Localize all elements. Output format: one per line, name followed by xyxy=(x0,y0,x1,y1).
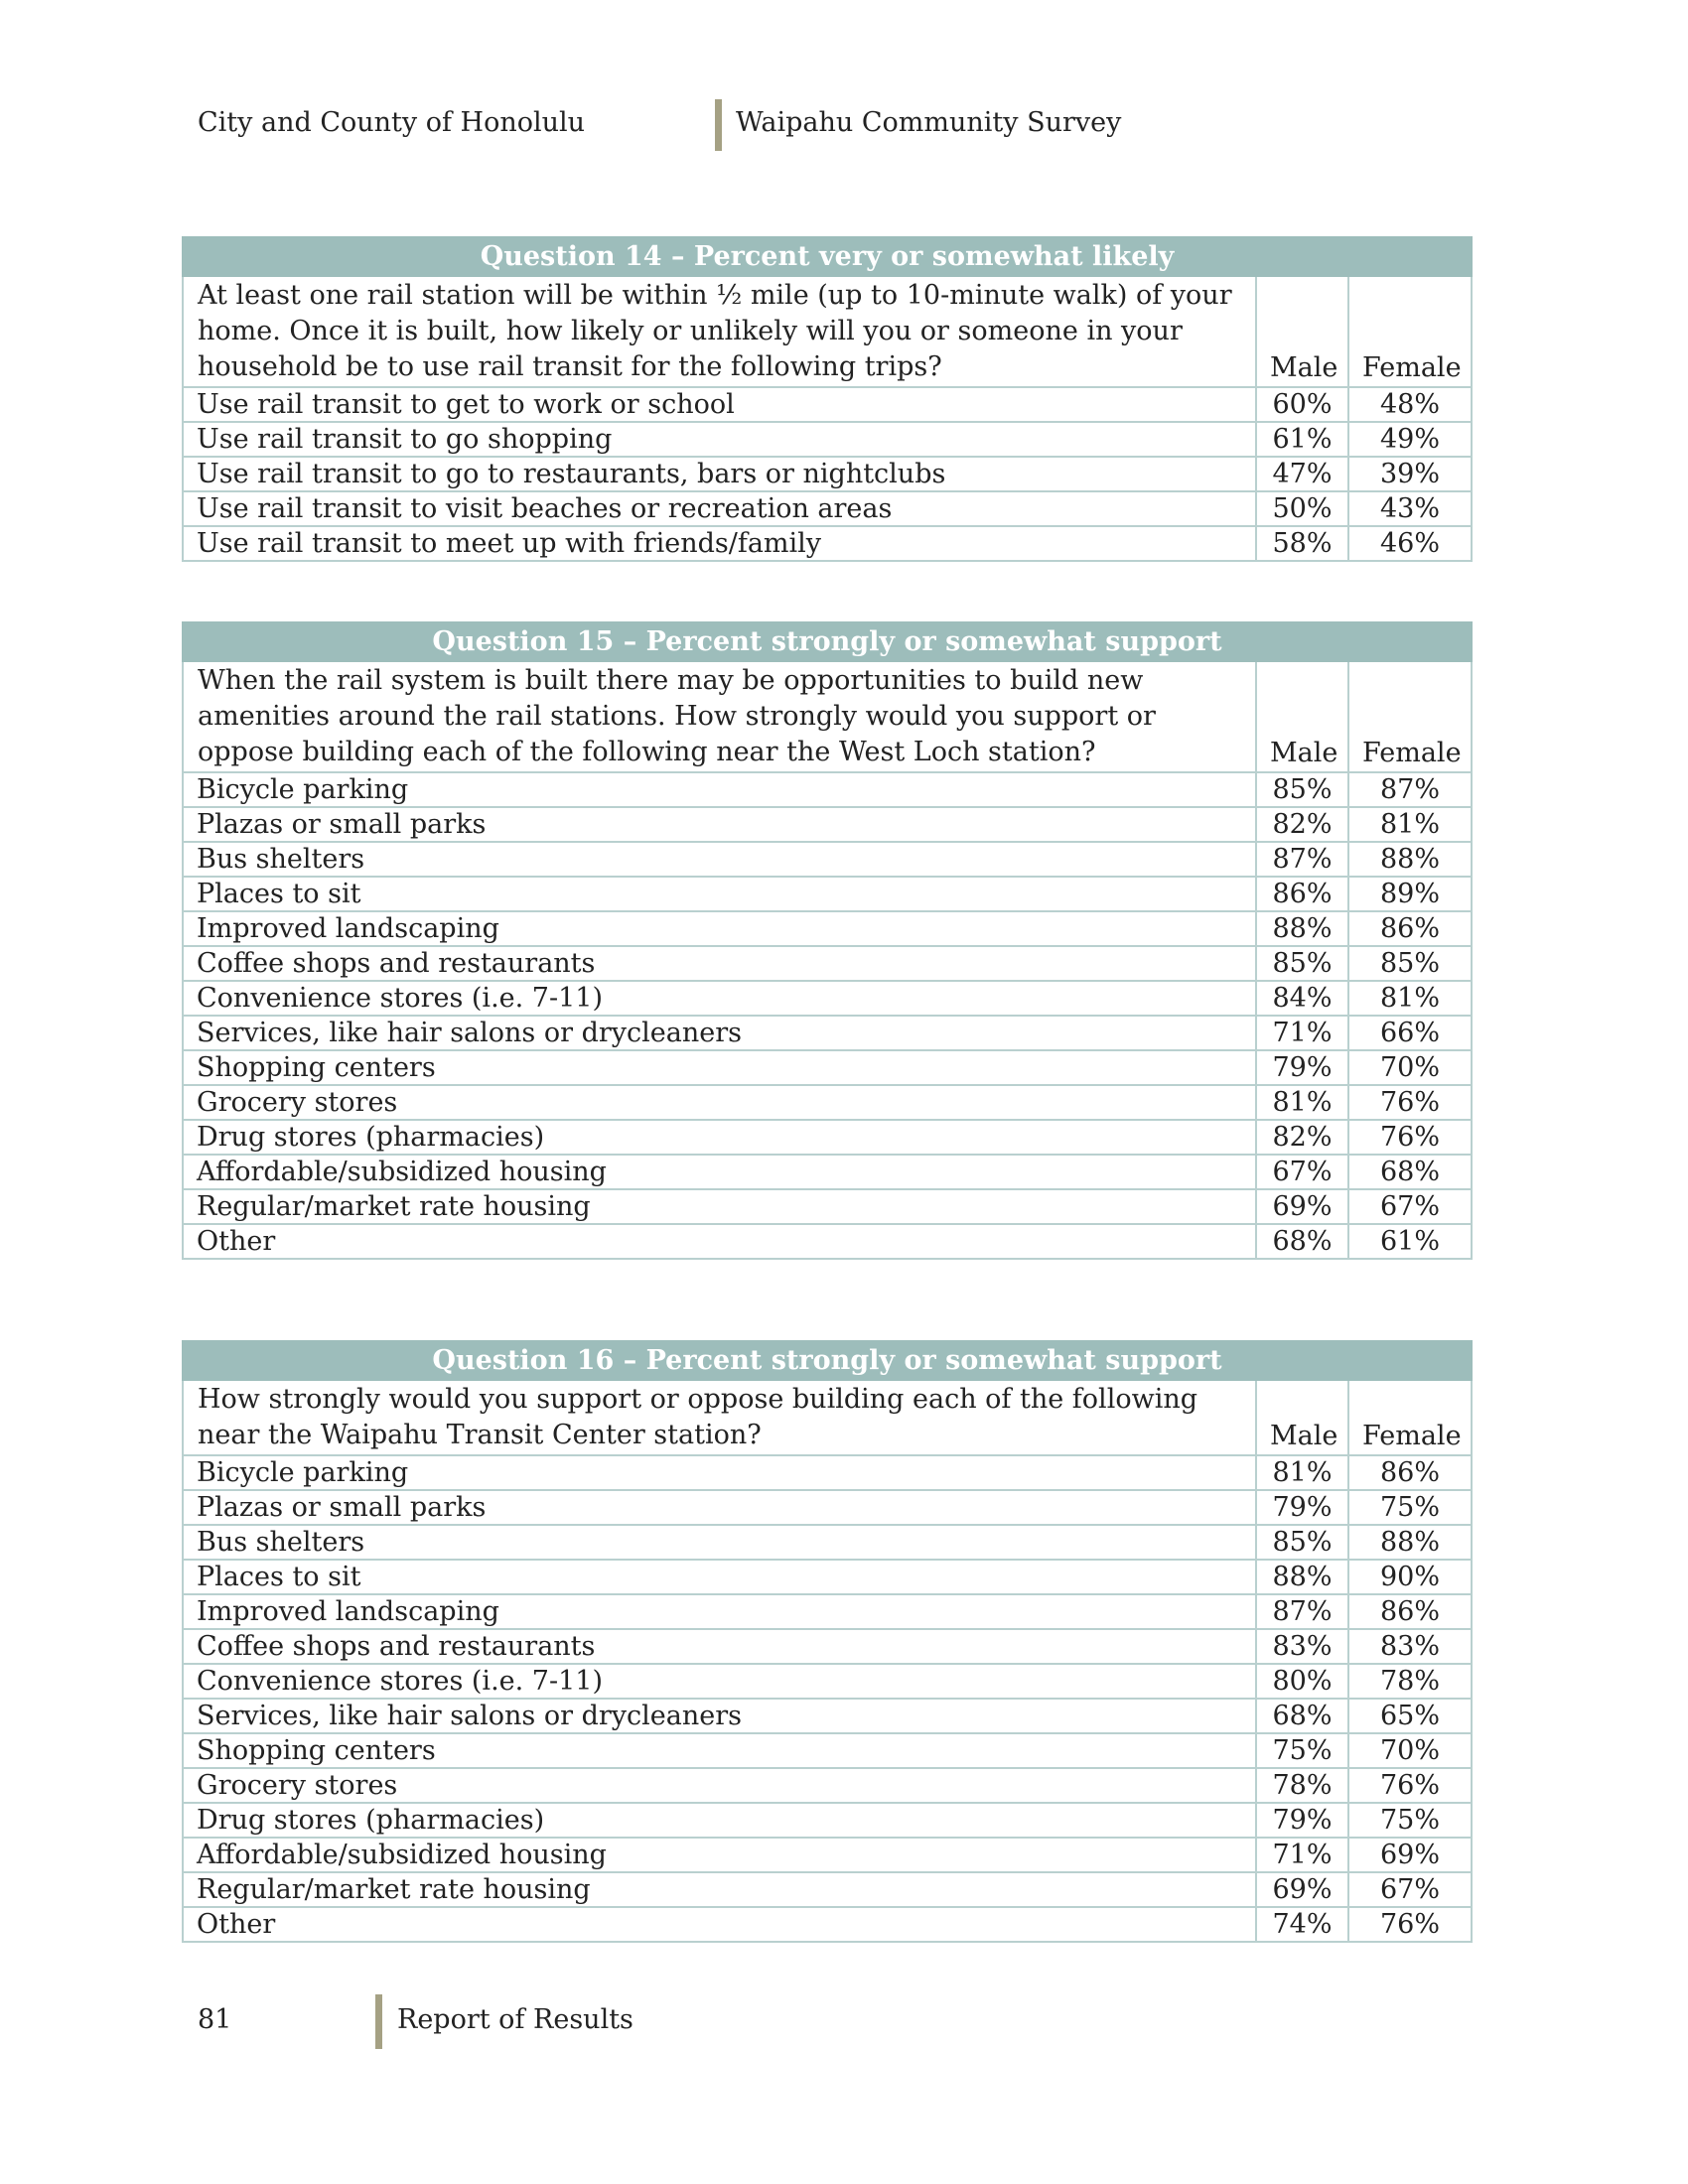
female-percent: 66% xyxy=(1348,1016,1472,1050)
row-label: Affordable/subsidized housing xyxy=(183,1155,1256,1189)
male-percent: 68% xyxy=(1256,1224,1348,1259)
page-number: 81 xyxy=(198,2004,232,2035)
female-percent: 49% xyxy=(1348,422,1472,457)
table-row xyxy=(183,1733,1472,1768)
table-row xyxy=(183,911,1472,946)
footer-section-title: Report of Results xyxy=(397,2004,633,2035)
table-row xyxy=(183,1189,1472,1224)
question-16-text: How strongly would you support or oppose building each of the following near the Waipahu Transit Center station? xyxy=(183,1380,1256,1455)
female-column-header: Female xyxy=(1348,276,1472,387)
question-16-title: Question 16 – Percent strongly or somewhat support xyxy=(183,1341,1472,1380)
row-label: Other xyxy=(183,1907,1256,1942)
row-label: Bicycle parking xyxy=(183,1455,1256,1490)
male-percent: 86% xyxy=(1256,877,1348,911)
table-row xyxy=(183,1525,1472,1560)
male-percent: 47% xyxy=(1256,457,1348,491)
male-percent: 58% xyxy=(1256,526,1348,561)
female-percent: 75% xyxy=(1348,1803,1472,1838)
table-row xyxy=(183,1768,1472,1803)
row-label: Improved landscaping xyxy=(183,1594,1256,1629)
row-label: Use rail transit to visit beaches or recreation areas xyxy=(183,491,1256,526)
table-row xyxy=(183,981,1472,1016)
female-percent: 86% xyxy=(1348,911,1472,946)
male-percent: 83% xyxy=(1256,1629,1348,1664)
male-percent: 80% xyxy=(1256,1664,1348,1699)
table-row xyxy=(183,457,1472,491)
female-percent: 89% xyxy=(1348,877,1472,911)
male-percent: 78% xyxy=(1256,1768,1348,1803)
footer-divider xyxy=(375,1994,382,2049)
male-percent: 85% xyxy=(1256,1525,1348,1560)
male-percent: 81% xyxy=(1256,1455,1348,1490)
table-row xyxy=(183,772,1472,807)
female-percent: 65% xyxy=(1348,1699,1472,1733)
male-percent: 67% xyxy=(1256,1155,1348,1189)
table-row xyxy=(183,807,1472,842)
question-14-title: Question 14 – Percent very or somewhat likely xyxy=(183,237,1472,276)
row-label: Services, like hair salons or drycleaners xyxy=(183,1699,1256,1733)
row-label: Use rail transit to get to work or school xyxy=(183,387,1256,422)
female-percent: 88% xyxy=(1348,1525,1472,1560)
female-percent: 81% xyxy=(1348,981,1472,1016)
female-percent: 87% xyxy=(1348,772,1472,807)
female-percent: 85% xyxy=(1348,946,1472,981)
male-percent: 81% xyxy=(1256,1085,1348,1120)
row-label: Bus shelters xyxy=(183,842,1256,877)
male-percent: 88% xyxy=(1256,911,1348,946)
table-row xyxy=(183,1224,1472,1259)
row-label: Shopping centers xyxy=(183,1733,1256,1768)
female-percent: 69% xyxy=(1348,1838,1472,1872)
female-percent: 86% xyxy=(1348,1455,1472,1490)
row-label: Drug stores (pharmacies) xyxy=(183,1803,1256,1838)
table-row xyxy=(183,1155,1472,1189)
female-percent: 75% xyxy=(1348,1490,1472,1525)
row-label: Drug stores (pharmacies) xyxy=(183,1120,1256,1155)
female-column-header: Female xyxy=(1348,1380,1472,1455)
male-percent: 87% xyxy=(1256,1594,1348,1629)
female-percent: 88% xyxy=(1348,842,1472,877)
female-percent: 76% xyxy=(1348,1768,1472,1803)
row-label: Places to sit xyxy=(183,1560,1256,1594)
male-percent: 61% xyxy=(1256,422,1348,457)
female-percent: 90% xyxy=(1348,1560,1472,1594)
row-label: Grocery stores xyxy=(183,1768,1256,1803)
male-percent: 71% xyxy=(1256,1838,1348,1872)
female-percent: 81% xyxy=(1348,807,1472,842)
male-percent: 79% xyxy=(1256,1050,1348,1085)
female-percent: 86% xyxy=(1348,1594,1472,1629)
table-row xyxy=(183,1838,1472,1872)
header-report-title: Waipahu Community Survey xyxy=(736,107,1122,138)
female-percent: 67% xyxy=(1348,1872,1472,1907)
table-row xyxy=(183,1907,1472,1942)
table-row xyxy=(183,842,1472,877)
male-percent: 50% xyxy=(1256,491,1348,526)
page-footer xyxy=(198,2002,992,2052)
row-label: Plazas or small parks xyxy=(183,1490,1256,1525)
row-label: Services, like hair salons or drycleaners xyxy=(183,1016,1256,1050)
table-row xyxy=(183,1560,1472,1594)
table-row xyxy=(183,1872,1472,1907)
male-percent: 82% xyxy=(1256,807,1348,842)
male-percent: 87% xyxy=(1256,842,1348,877)
row-label: Plazas or small parks xyxy=(183,807,1256,842)
table-row xyxy=(183,1050,1472,1085)
row-label: Shopping centers xyxy=(183,1050,1256,1085)
table-row xyxy=(183,422,1472,457)
male-percent: 88% xyxy=(1256,1560,1348,1594)
male-percent: 69% xyxy=(1256,1189,1348,1224)
question-14-table xyxy=(182,236,1473,562)
male-percent: 85% xyxy=(1256,772,1348,807)
row-label: Places to sit xyxy=(183,877,1256,911)
female-percent: 70% xyxy=(1348,1733,1472,1768)
row-label: Affordable/subsidized housing xyxy=(183,1838,1256,1872)
row-label: Grocery stores xyxy=(183,1085,1256,1120)
female-percent: 78% xyxy=(1348,1664,1472,1699)
female-percent: 46% xyxy=(1348,526,1472,561)
female-column-header: Female xyxy=(1348,661,1472,772)
female-percent: 68% xyxy=(1348,1155,1472,1189)
row-label: Coffee shops and restaurants xyxy=(183,1629,1256,1664)
table-row xyxy=(183,1803,1472,1838)
female-percent: 43% xyxy=(1348,491,1472,526)
male-column-header: Male xyxy=(1256,1380,1348,1455)
header-organization: City and County of Honolulu xyxy=(198,107,586,138)
female-percent: 70% xyxy=(1348,1050,1472,1085)
male-percent: 75% xyxy=(1256,1733,1348,1768)
female-percent: 61% xyxy=(1348,1224,1472,1259)
row-label: Other xyxy=(183,1224,1256,1259)
table-row xyxy=(183,1085,1472,1120)
question-15-table xyxy=(182,621,1473,1260)
row-label: Use rail transit to go shopping xyxy=(183,422,1256,457)
female-percent: 76% xyxy=(1348,1907,1472,1942)
male-percent: 71% xyxy=(1256,1016,1348,1050)
table-row xyxy=(183,526,1472,561)
table-row xyxy=(183,1016,1472,1050)
male-percent: 79% xyxy=(1256,1490,1348,1525)
header-divider xyxy=(715,99,722,151)
male-column-header: Male xyxy=(1256,661,1348,772)
table-row xyxy=(183,1120,1472,1155)
male-percent: 84% xyxy=(1256,981,1348,1016)
row-label: Regular/market rate housing xyxy=(183,1189,1256,1224)
male-percent: 79% xyxy=(1256,1803,1348,1838)
female-percent: 83% xyxy=(1348,1629,1472,1664)
table-row xyxy=(183,946,1472,981)
female-percent: 76% xyxy=(1348,1120,1472,1155)
row-label: Convenience stores (i.e. 7-11) xyxy=(183,1664,1256,1699)
male-percent: 60% xyxy=(1256,387,1348,422)
row-label: Use rail transit to go to restaurants, bars or nightclubs xyxy=(183,457,1256,491)
table-row xyxy=(183,1699,1472,1733)
row-label: Convenience stores (i.e. 7-11) xyxy=(183,981,1256,1016)
male-percent: 74% xyxy=(1256,1907,1348,1942)
row-label: Regular/market rate housing xyxy=(183,1872,1256,1907)
female-percent: 39% xyxy=(1348,457,1472,491)
row-label: Bicycle parking xyxy=(183,772,1256,807)
male-column-header: Male xyxy=(1256,276,1348,387)
male-percent: 68% xyxy=(1256,1699,1348,1733)
row-label: Improved landscaping xyxy=(183,911,1256,946)
row-label: Use rail transit to meet up with friends/family xyxy=(183,526,1256,561)
row-label: Bus shelters xyxy=(183,1525,1256,1560)
male-percent: 82% xyxy=(1256,1120,1348,1155)
table-row xyxy=(183,1490,1472,1525)
question-14-text: At least one rail station will be within ½ mile (up to 10-minute walk) of your home. Once it is built, how likely or unlikely will you or someone in your household be to use rail transit for the following trips? xyxy=(183,276,1256,387)
table-row xyxy=(183,1455,1472,1490)
page-header xyxy=(198,107,1469,151)
table-row xyxy=(183,1664,1472,1699)
question-16-table xyxy=(182,1340,1473,1943)
table-row xyxy=(183,1629,1472,1664)
table-row xyxy=(183,1594,1472,1629)
table-row xyxy=(183,877,1472,911)
female-percent: 76% xyxy=(1348,1085,1472,1120)
male-percent: 69% xyxy=(1256,1872,1348,1907)
table-row xyxy=(183,387,1472,422)
row-label: Coffee shops and restaurants xyxy=(183,946,1256,981)
female-percent: 48% xyxy=(1348,387,1472,422)
question-15-text: When the rail system is built there may be opportunities to build new amenities around the rail stations. How strongly would you support or oppose building each of the following near the West Loch station? xyxy=(183,661,1256,772)
female-percent: 67% xyxy=(1348,1189,1472,1224)
male-percent: 85% xyxy=(1256,946,1348,981)
table-row xyxy=(183,491,1472,526)
question-15-title: Question 15 – Percent strongly or somewhat support xyxy=(183,622,1472,661)
